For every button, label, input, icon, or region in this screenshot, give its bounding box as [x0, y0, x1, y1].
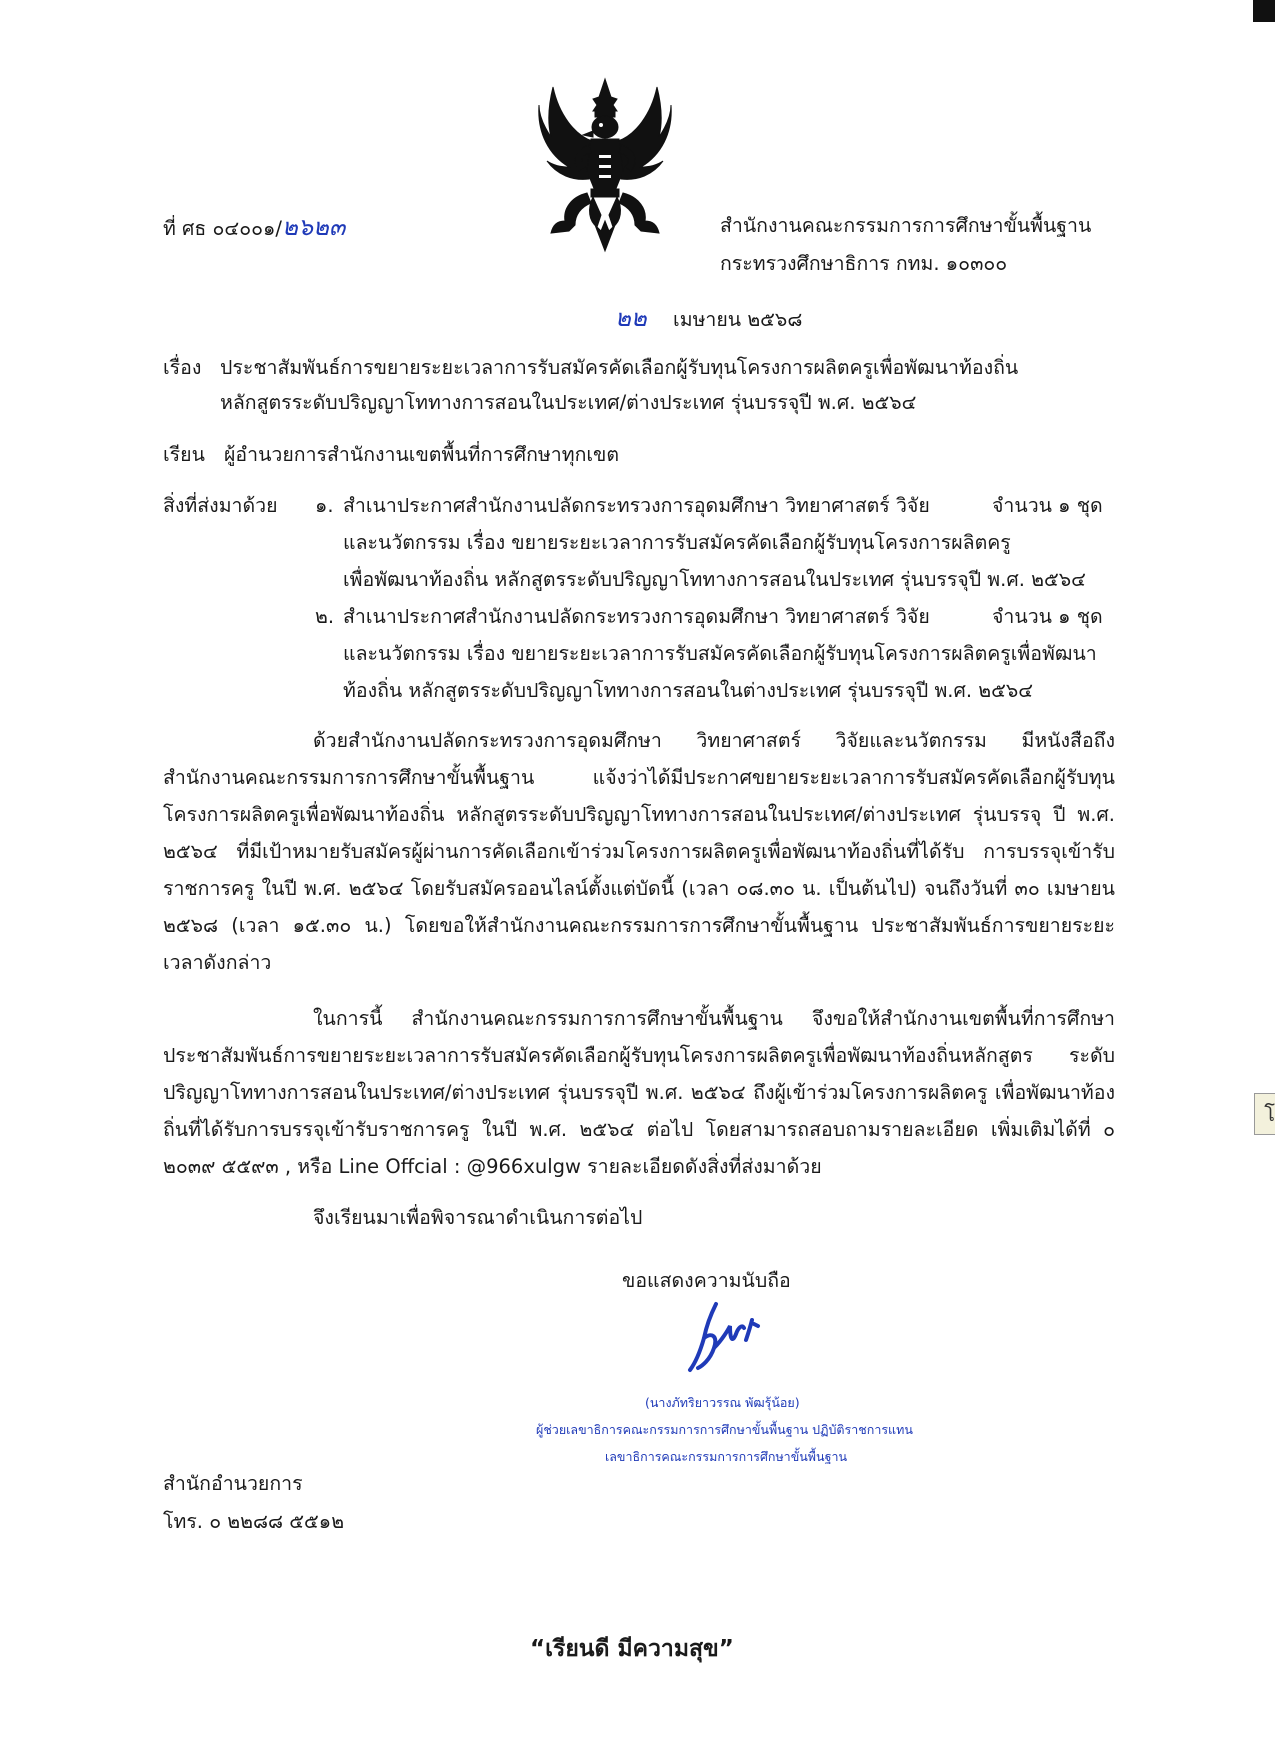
enclosure-1-qty: จำนวน ๑ ชุด: [992, 494, 1103, 517]
recipient-label: เรียน: [163, 443, 205, 466]
scan-edge-mark: [1253, 0, 1275, 22]
enclosure-1-line-2: และนวัตกรรม เรื่อง ขยายระยะเวลาการรับสมัครคัดเลือกผู้รับทุนโครงการผลิตครู: [343, 531, 1011, 554]
office-line-2: กระทรวงศึกษาธิการ กทม. ๑๐๓๐๐: [720, 252, 1008, 275]
salutation: ขอแสดงความนับถือ: [622, 1269, 791, 1292]
subject-line-1: ประชาสัมพันธ์การขยายระยะเวลาการรับสมัครคัดเลือกผู้รับทุนโครงการผลิตครูเพื่อพัฒนาท้องถิ่น: [220, 356, 1019, 379]
enclosures-label: สิ่งที่ส่งมาด้วย: [163, 494, 278, 517]
handwritten-signature: [680, 1298, 770, 1376]
enclosure-1-line-1: สำเนาประกาศสำนักงานปลัดกระทรวงการอุดมศึกษา วิทยาศาสตร์ วิจัย: [343, 494, 930, 517]
enclosure-2-line-3: ท้องถิ่น หลักสูตรระดับปริญญาโททางการสอนในต่างประเทศ รุ่นบรรจุปี พ.ศ. ๒๕๖๔: [343, 679, 1034, 702]
date-month-year: เมษายน ๒๕๖๘: [673, 308, 803, 331]
date-day-handwritten: ๒๒: [615, 304, 647, 332]
signer-title-line-2: เลขาธิการคณะกรรมการการศึกษาขั้นพื้นฐาน: [605, 1449, 848, 1464]
footer-phone: โทร. ๐ ๒๒๘๘ ๕๕๑๒: [163, 1510, 345, 1533]
slogan: “เรียนดี มีความสุข”: [530, 1636, 734, 1662]
enclosure-1-number: ๑.: [315, 494, 334, 517]
document-date: [615, 302, 802, 336]
subject-label: เรื่อง: [163, 356, 202, 379]
enclosure-2-line-2: และนวัตกรรม เรื่อง ขยายระยะเวลาการรับสมัครคัดเลือกผู้รับทุนโครงการผลิตครูเพื่อพัฒนา: [343, 642, 1097, 665]
recipient-text: ผู้อำนวยการสำนักงานเขตพื้นที่การศึกษาทุกเขต: [224, 443, 620, 466]
reference-prefix: ที่ ศธ ๐๔๐๐๑/: [163, 217, 282, 240]
signer-title-line-1: ผู้ช่วยเลขาธิการคณะกรรมการการศึกษาขั้นพื้นฐาน ปฏิบัติราชการแทน: [536, 1422, 913, 1437]
footer-department: สำนักอำนวยการ: [163, 1472, 303, 1495]
closing-request: จึงเรียนมาเพื่อพิจารณาดำเนินการต่อไป: [313, 1206, 643, 1229]
reference-handwritten: ๒๖๒๓: [281, 213, 346, 241]
body-paragraph-2: ในการนี้ สำนักงานคณะกรรมการการศึกษาขั้นพื้นฐาน จึงขอให้สำนักงานเขตพื้นที่การศึกษา ประชาสัมพันธ์การขยายระยะเวลาการรับสมัครคัดเลือกผู้รับทุนโครงการผลิตครูเพื่อพัฒนาท้องถิ่นหลักสูตร ระดับปริญญาโททางการสอนในประเทศ/ต่างประเทศ รุ่นบรรจุปี พ.ศ. ๒๕๖๔ ถึงผู้เข้าร่วมโครงการผลิตครู เพื่อพัฒนาท้องถิ่นที่ได้รับการบรรจุเข้ารับราชการครู ในปี พ.ศ. ๒๕๖๔ ต่อไป โดยสามารถสอบถามรายละเอียด เพิ่มเติมได้ที่ ๐ ๒๐๓๙ ๕๕๙๓ , หรือ Line Offcial : @966xulgw รายละเอียดดังสิ่งที่ส่งมาด้วย: [163, 1007, 1115, 1178]
enclosure-2-line-1: สำเนาประกาศสำนักงานปลัดกระทรวงการอุดมศึกษา วิทยาศาสตร์ วิจัย: [343, 605, 930, 628]
office-line-1: สำนักงานคณะกรรมการการศึกษาขั้นพื้นฐาน: [720, 214, 1092, 237]
enclosure-1-line-3: เพื่อพัฒนาท้องถิ่น หลักสูตรระดับปริญญาโททางการสอนในประเทศ รุ่นบรรจุปี พ.ศ. ๒๕๖๔: [343, 568, 1086, 591]
subject-line-2: หลักสูตรระดับปริญญาโททางการสอนในประเทศ/ต่างประเทศ รุ่นบรรจุปี พ.ศ. ๒๕๖๔: [220, 391, 917, 414]
enclosure-2-number: ๒.: [315, 605, 335, 628]
body-paragraph-1: ด้วยสำนักงานปลัดกระทรวงการอุดมศึกษา วิทยาศาสตร์ วิจัยและนวัตกรรม มีหนังสือถึง สำนักงานคณะกรรมการการศึกษาขั้นพื้นฐาน แจ้งว่าได้มีประกาศขยายระยะเวลาการรับสมัครคัดเลือกผู้รับทุน โครงการผลิตครูเพื่อพัฒนาท้องถิ่น หลักสูตรระดับปริญญาโททางการสอนในประเทศ/ต่างประเทศ รุ่นบรรจุ ปี พ.ศ. ๒๕๖๔ ที่มีเป้าหมายรับสมัครผู้ผ่านการคัดเลือกเข้าร่วมโครงการผลิตครูเพื่อพัฒนาท้องถิ่นที่ได้รับ การบรรจุเข้ารับราชการครู ในปี พ.ศ. ๒๕๖๔ โดยรับสมัครออนไลน์ตั้งแต่บัดนี้ (เวลา ๐๘.๓๐ น. เป็นต้นไป) จนถึงวันที่ ๓๐ เมษายน ๒๕๖๘ (เวลา ๑๕.๓๐ น.) โดยขอให้สำนักงานคณะกรรมการการศึกษาขั้นพื้นฐาน ประชาสัมพันธ์การขยายระยะเวลาดังกล่าว: [163, 729, 1115, 974]
signer-name: (นางภัทริยาวรรณ พัฒรุ้น้อย): [645, 1395, 800, 1410]
edge-tab: โ: [1254, 1093, 1275, 1135]
reference-number: [163, 211, 345, 245]
enclosure-2-qty: จำนวน ๑ ชุด: [992, 605, 1103, 628]
garuda-emblem-icon: [535, 75, 675, 255]
